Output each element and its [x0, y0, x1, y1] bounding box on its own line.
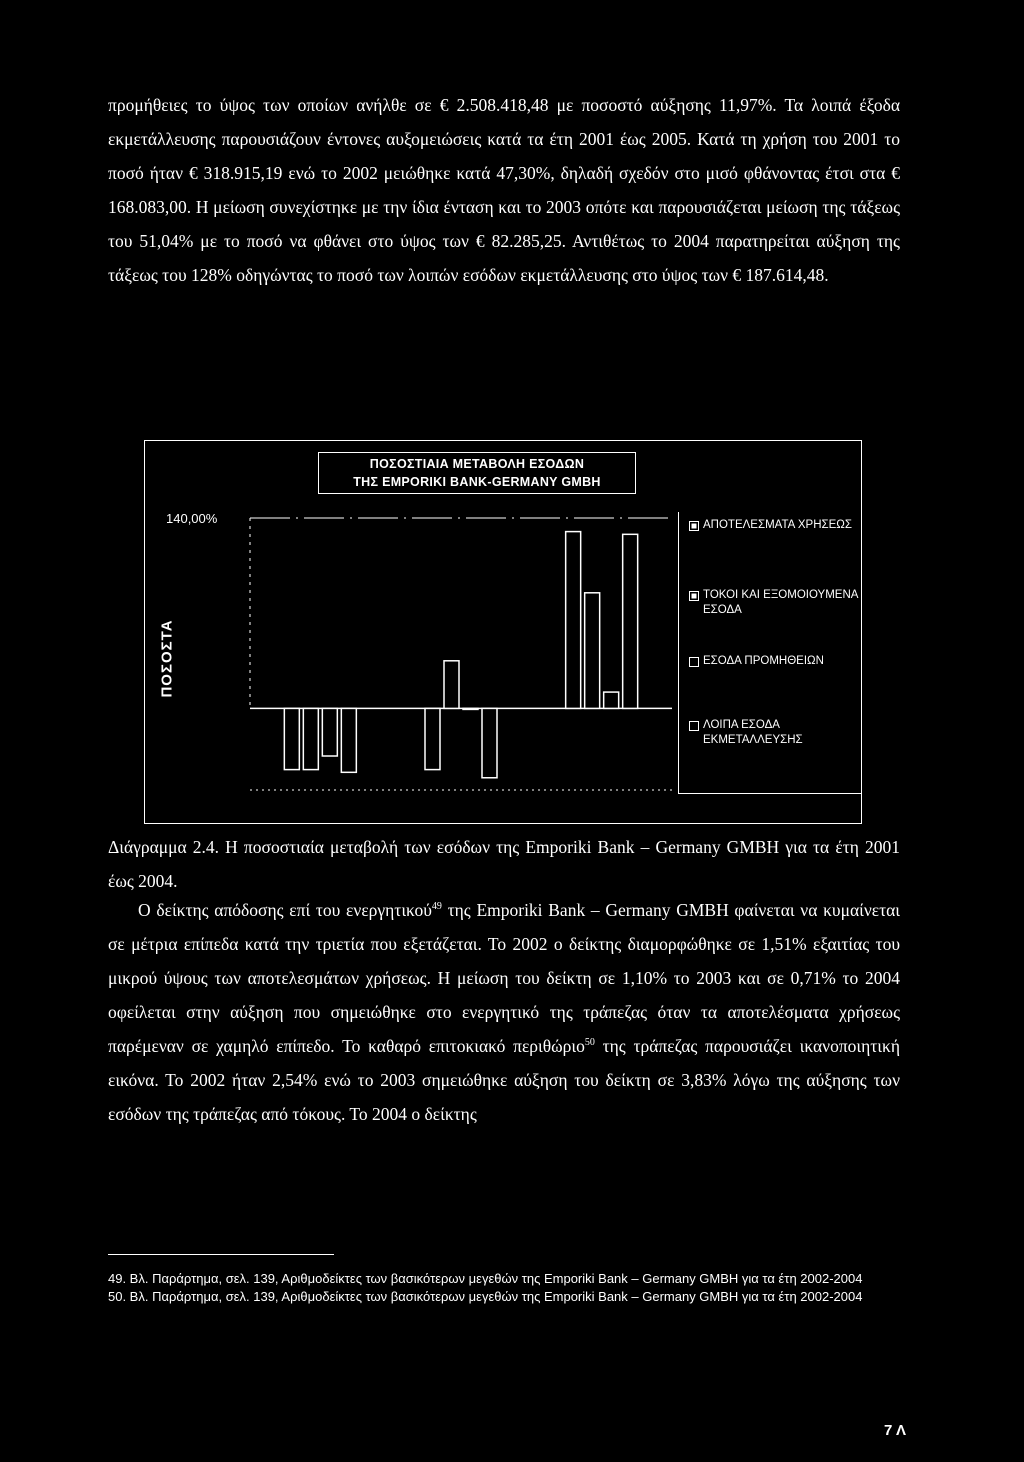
bar-2002-series-3 — [322, 708, 337, 756]
bar-2004-series-4 — [623, 534, 638, 708]
chart-title-line-2: ΤΗΣ EMPORIKI BANK-GERMANY GMBH — [353, 475, 601, 489]
footnote-ref-50: 50 — [584, 1037, 595, 1048]
bar-2002-series-2 — [303, 708, 318, 769]
bar-2004-series-2 — [585, 593, 600, 709]
bar-2002-series-4 — [341, 708, 356, 772]
legend-swatch — [689, 657, 699, 667]
legend-label: ΑΠΟΤΕΛΕΣΜΑΤΑ ΧΡΗΣΕΩΣ — [703, 519, 853, 531]
page-number: 7 Λ — [884, 1422, 906, 1439]
paragraph-2 — [108, 893, 900, 1131]
footnote-49: 49. Βλ. Παράρτημα, σελ. 139, Αριθμοδείκτες των βασικότερων μεγεθών της Emporiki Bank – Germany GMBH για τα έτη 2002-2004 — [108, 1271, 863, 1286]
paragraph-1: προμήθειες το ύψος των οποίων ανήλθε σε € 2.508.418,48 με ποσοστό αύξησης 11,97%. Τα λοιπά έξοδα εκμετάλλευσης παρουσιάζουν έντονες αυξομειώσεις κατά τα έτη 2001 έως 2005. Κατά τη χρήση του 2001 το ποσό ήταν € 318.915,19 ενώ το 2002 μειώθηκε κατά 47,30%, δηλαδή σχεδόν στο μισό φθάνοντας έτσι στα € 168.083,00. Η μείωση συνεχίστηκε με την ίδια ένταση και το 2003 οπότε και παρουσιάζεται μείωση της τάξεως του 51,04% με το ποσό να φθάνει στο ύψος των € 82.285,25. Αντιθέτως το 2004 παρατηρείται αύξηση της τάξεως του 128% οδηγώντας το ποσό των λοιπών εσόδων εκμετάλλευσης στο ύψος των € 187.614,48. — [108, 95, 900, 285]
paragraph-2-part-c: της τράπεζας παρουσιάζει ικανοποιητική εικόνα. Το 2002 ήταν 2,54% ενώ το 2003 σημειώθηκε αύξηση του δείκτη σε 3,83% λόγω της αύξησης των εσόδων της τράπεζας από τόκους. Το 2004 ο δείκτης — [108, 1036, 900, 1124]
bar-2004-series-3 — [604, 692, 619, 708]
legend-swatch — [689, 521, 699, 531]
bar-2002-series-1 — [284, 708, 299, 769]
legend-item — [689, 588, 859, 618]
footnote-50: 50. Βλ. Παράρτημα, σελ. 139, Αριθμοδείκτες των βασικότερων μεγεθών της Emporiki Bank – Germany GMBH για τα έτη 2002-2004 — [108, 1289, 863, 1304]
legend-swatch — [689, 721, 699, 731]
legend-label: ΕΣΟΔΑ ΠΡΟΜΗΘΕΙΩΝ — [703, 655, 824, 667]
legend-item — [689, 718, 859, 748]
footnote-divider — [108, 1254, 334, 1255]
bar-2003-series-3 — [463, 708, 478, 709]
legend-label: ΛΟΙΠΑ ΕΣΟΔΑ ΕΚΜΕΤΑΛΛΕΥΣΗΣ — [703, 719, 803, 746]
bar-2003-series-4 — [482, 708, 497, 777]
chart-title — [318, 452, 636, 494]
bar-2003-series-1 — [425, 708, 440, 769]
y-axis-label: ΠΟΣΟΣΤΑ — [158, 619, 176, 698]
paragraph-2-part-b: της Emporiki Bank – Germany GMBH φαίνεται να κυμαίνεται σε μέτρια επίπεδα κατά την τριετία που εξετάζεται. Το 2002 ο δείκτης διαμορφώθηκε σε 1,51% εξαιτίας του μικρού ύψους των αποτελεσμάτων χρήσεως. Η μείωση του δείκτη σε 1,10% το 2003 και σε 0,71% το 2004 οφείλεται στην αύξηση που σημειώθηκε στο ενεργητικό της τράπεζας όταν τα αποτελέσματα χρήσεως παρέμεναν σε χαμηλό επίπεδο. Το καθαρό επιτοκιακό περιθώριο — [108, 900, 901, 1056]
legend-label: ΤΟΚΟΙ ΚΑΙ ΕΞΟΜΟΙΟΥΜΕΝΑ ΕΣΟΔΑ — [703, 589, 858, 616]
legend-swatch — [689, 591, 699, 601]
footnote-ref-49: 49 — [431, 901, 442, 912]
y-tick-label: 140,00% — [166, 511, 218, 526]
bar-2003-series-2 — [444, 661, 459, 709]
legend-item — [689, 654, 859, 669]
footnotes — [108, 1270, 900, 1306]
bar-2004-series-1 — [566, 532, 581, 709]
chart-title-line-1: ΠΟΣΟΣΤΙΑΙΑ ΜΕΤΑΒΟΛΗ ΕΣΟΔΩΝ — [369, 457, 585, 471]
figure-caption: Διάγραμμα 2.4. Η ποσοστιαία μεταβολή των εσόδων της Emporiki Bank – Germany GMBH για τα έτη 2001 έως 2004. — [108, 837, 900, 891]
legend-item — [689, 518, 859, 533]
paragraph-2-part-a: Ο δείκτης απόδοσης επί του ενεργητικού — [138, 900, 432, 920]
chart-legend — [678, 512, 862, 794]
